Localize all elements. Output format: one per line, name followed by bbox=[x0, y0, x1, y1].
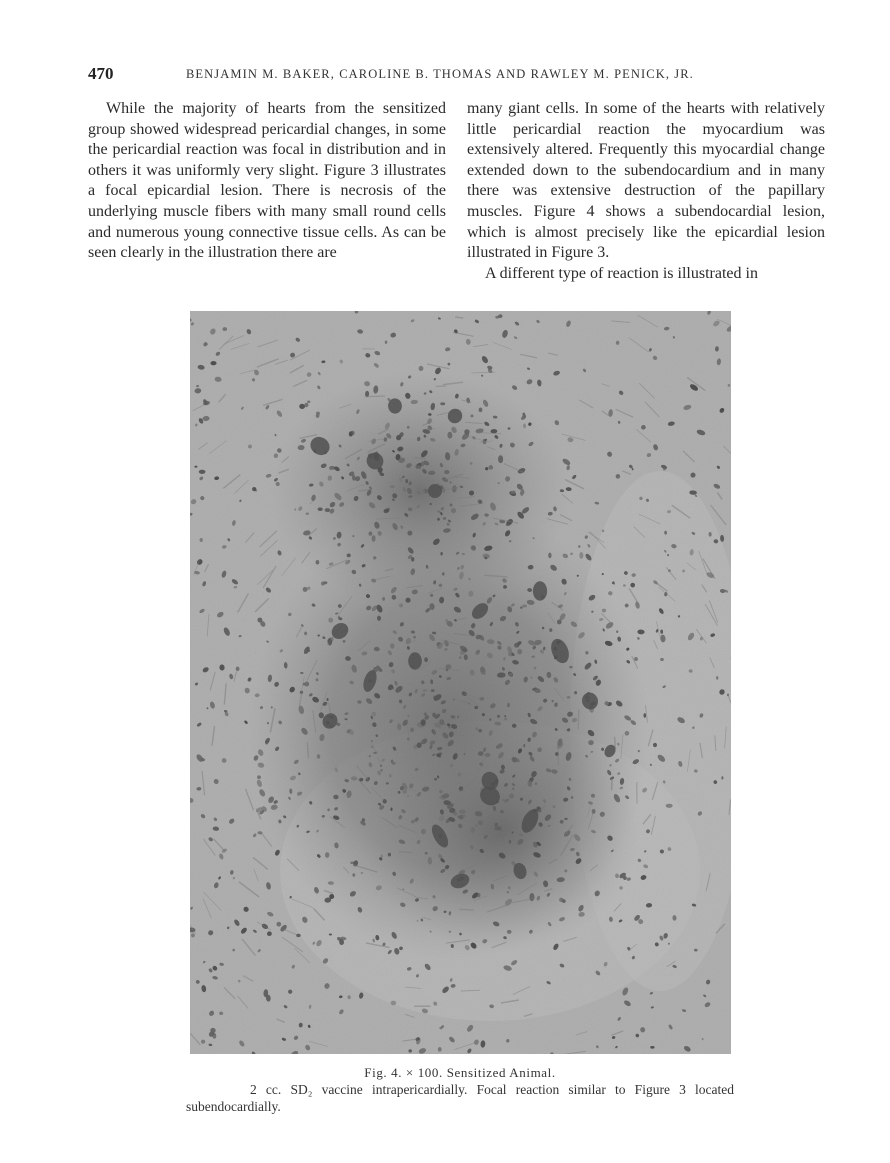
caption-title: Fig. 4. × 100. Sensitized Animal. bbox=[364, 1065, 556, 1080]
figure-caption bbox=[186, 1064, 734, 1115]
micrograph-texture bbox=[190, 311, 731, 1054]
paragraph-right-new: A different type of reaction is illustrated in bbox=[485, 264, 758, 282]
right-text-column bbox=[467, 99, 825, 284]
paragraph-right-continued: many giant cells. In some of the hearts with relatively little pericardial reaction the myocardium was extensively altered. Frequently this myocardial change extended down to the subendocardium and in many there was extensive destruction of the papillary muscles. Figure 4 shows a subendocardial lesion, which is almost precisely like the epicardial lesion illustrated in Figure 3. bbox=[467, 100, 825, 262]
micrograph-image bbox=[190, 311, 731, 1054]
page-header bbox=[88, 64, 828, 88]
running-head: BENJAMIN M. BAKER, CAROLINE B. THOMAS AND RAWLEY M. PENICK, JR. bbox=[186, 67, 694, 81]
micrograph-figure bbox=[190, 311, 731, 1054]
caption-body: 2 cc. SD₂ vaccine intrapericardially. Focal reaction similar to Figure 3 located subendocardially. bbox=[186, 1082, 734, 1114]
left-text-column bbox=[88, 99, 446, 264]
paragraph-left: While the majority of hearts from the sensitized group showed widespread pericardial changes, in some the pericardial reaction was focal in distribution and in others it was uniformly very slight. Figure 3 illustrates a focal epicardial lesion. There is necrosis of the underlying muscle fibers with many small round cells and numerous young connective tissue cells. As can be seen clearly in the illustration there are bbox=[88, 100, 446, 262]
page-number: 470 bbox=[88, 64, 114, 83]
